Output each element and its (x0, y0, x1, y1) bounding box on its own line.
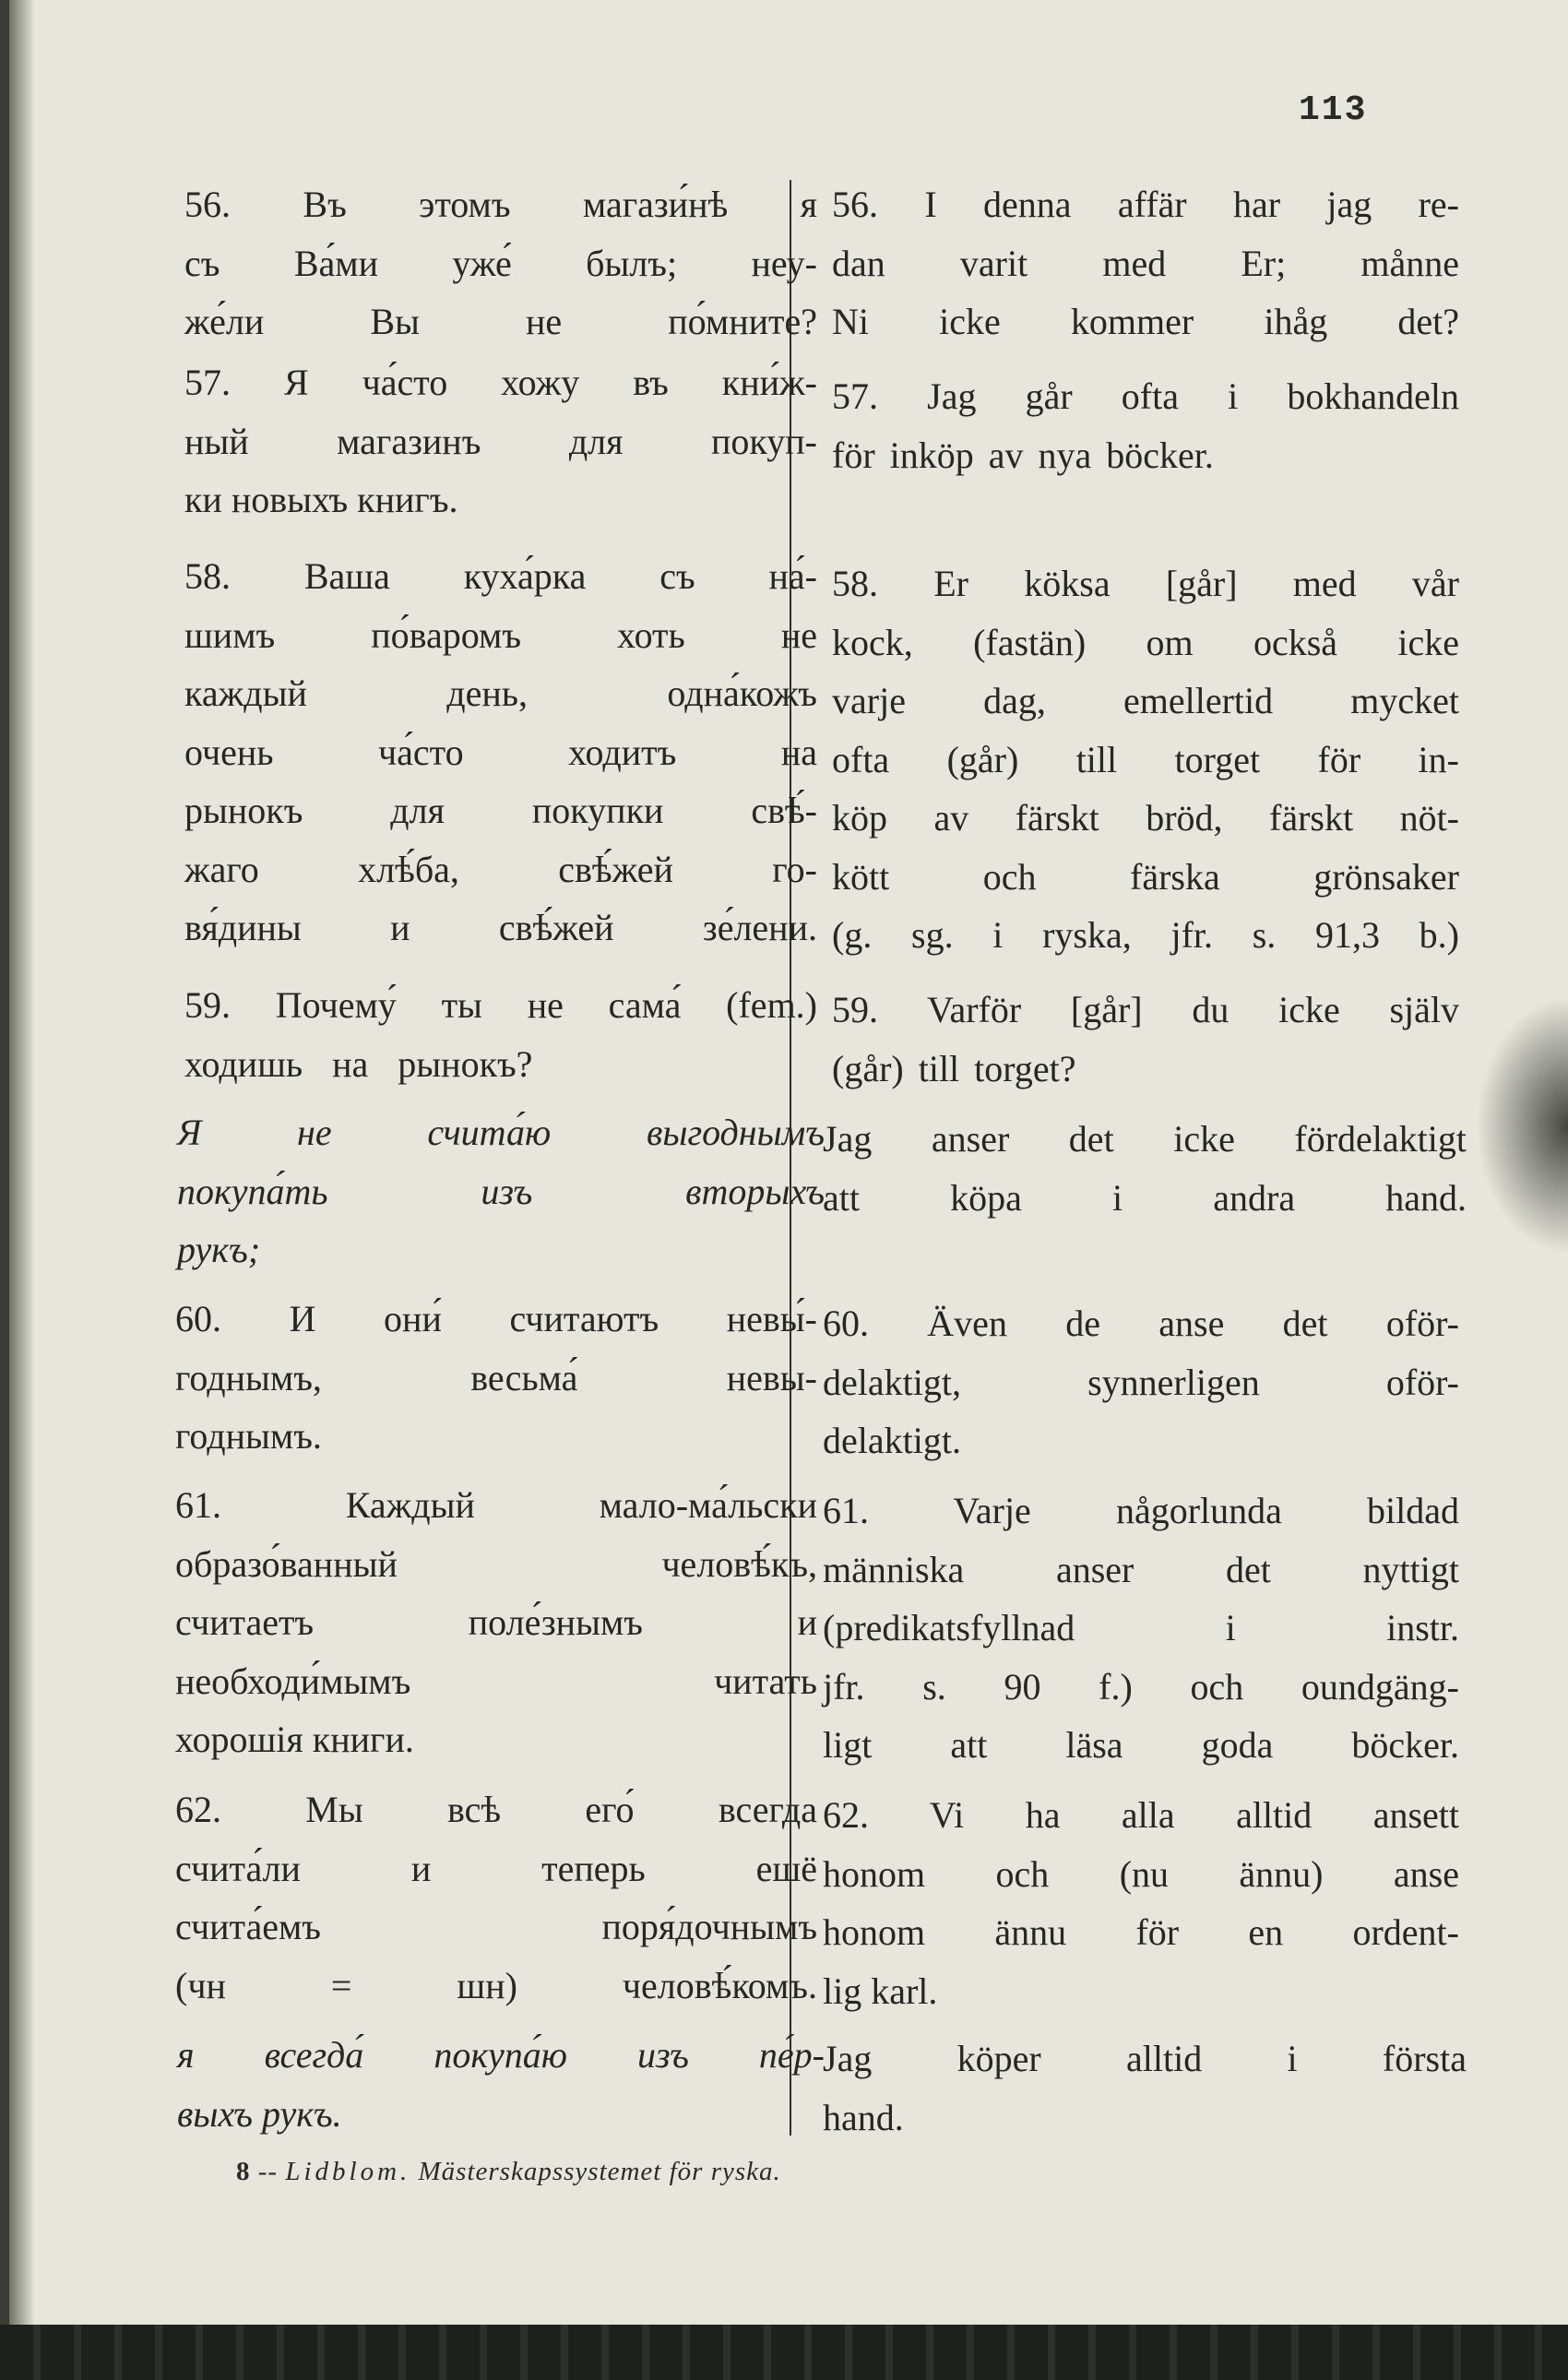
ru-line: образо́ванный человѣ́къ, (175, 1542, 817, 1585)
ru-line: 61. Каждый мало-ма́льски (175, 1484, 817, 1526)
ru-entry-57 (184, 353, 817, 530)
ru-line: 62. Мы всѣ его́ всегда (175, 1789, 817, 1830)
ru-line: ки новыхъ книгъ. (184, 479, 458, 520)
ru-entry-60 (175, 1290, 817, 1466)
ru-line: же́ли Вы не по́мните? (184, 301, 817, 342)
sv-entry-59-answer (823, 1110, 1467, 1227)
footer-author: Lidblom. (285, 2157, 411, 2186)
sv-entry-60 (823, 1294, 1459, 1470)
ru-entry-58 (184, 547, 817, 958)
sv-entry-61 (823, 1482, 1459, 1775)
sv-entry-59 (832, 981, 1459, 1098)
sv-line: honom ännu för en ordent- (823, 1911, 1459, 1953)
sv-entry-62-answer (823, 2029, 1467, 2147)
sv-line: (g. sg. i ryska, jfr. s. 91,3 b.) (832, 914, 1459, 956)
sv-line: delaktigt. (823, 1420, 961, 1461)
page-number: 113 (1299, 90, 1368, 130)
sv-line: Jag köper alltid i första (823, 2038, 1467, 2079)
page-spine-shadow (9, 0, 35, 2325)
ru-line: рукъ; (177, 1229, 261, 1270)
ru-line: каждый день, одна́кожъ (184, 672, 817, 714)
footer-title: Mästerskapssystemet för ryska. (418, 2157, 781, 2186)
ru-line: очень ча́сто ходитъ на (184, 731, 817, 773)
ru-line: вя́дины и свѣ́жей зе́лени. (184, 907, 817, 948)
ru-line: хорошія книги. (175, 1719, 414, 1760)
ru-line: покупа́ть изъ вторыхъ (177, 1170, 825, 1212)
ru-line: жаго хлѣ́ба, свѣ́жей го- (184, 848, 817, 890)
ru-line: 57. Я ча́сто хожу въ кни́ж- (184, 362, 817, 403)
sv-line: honom och (nu ännu) anse (823, 1852, 1459, 1895)
sv-line: lig karl. (823, 1969, 938, 2012)
ru-line: 59. Почему́ ты не сама́ (fem.) (184, 984, 817, 1026)
ru-entry-62-answer (177, 2026, 825, 2143)
ru-entry-61 (175, 1476, 817, 1769)
ru-entry-62 (175, 1780, 817, 2015)
ru-line: считаетъ поле́знымъ и (175, 1601, 817, 1643)
scan-bottom-edge (0, 2325, 1568, 2380)
ru-line: 58. Ваша куха́рка съ на́- (184, 555, 817, 597)
sv-line: 59. Varför [går] du icke själv (832, 989, 1459, 1030)
sv-line: 60. Även de anse det oför- (823, 1303, 1459, 1344)
sv-line: 56. I denna affär har jag re- (832, 184, 1459, 225)
ru-line: съ Ва́ми уже́ былъ; неу- (184, 242, 817, 284)
signature-mark: 8 (236, 2157, 251, 2186)
sv-line: kock, (fastän) om också icke (832, 621, 1459, 663)
sv-line: 57. Jag går ofta i bokhandeln (832, 375, 1459, 417)
ru-line: счита́емъ поря́дочнымъ (175, 1906, 817, 1947)
sv-line: ofta (går) till torget för in- (832, 738, 1459, 780)
sv-line: delaktigt, synnerligen oför- (823, 1361, 1459, 1403)
ru-line: Я не счита́ю выгоднымъ (177, 1112, 825, 1153)
footer-separator: -- (257, 2157, 279, 2186)
ru-entry-56 (184, 175, 817, 351)
sv-line: kött och färska grönsaker (832, 855, 1459, 898)
sv-line: människa anser det nyttigt (823, 1548, 1459, 1590)
sv-line: Ni icke kommer ihåg det? (832, 301, 1459, 342)
ru-line: рынокъ для покупки свѣ́- (184, 790, 817, 831)
sv-line: varje dag, emellertid mycket (832, 680, 1459, 721)
ru-entry-59 (184, 976, 817, 1093)
ru-line: необходи́мымъ читать (175, 1660, 817, 1702)
sv-entry-62 (823, 1786, 1459, 2020)
sv-entry-56 (832, 175, 1459, 351)
ru-line: 56. Въ этомъ магази́нѣ я (184, 184, 817, 225)
sv-line: jfr. s. 90 f.) och oundgäng- (823, 1665, 1459, 1708)
page-edge-shadow (1476, 996, 1568, 1255)
ru-entry-59-answer (177, 1103, 825, 1279)
page-footer (236, 2157, 781, 2187)
sv-line: (går) till torget? (832, 1047, 1076, 1089)
ru-line: я всегда́ покупа́ю изъ пе́р- (177, 2034, 825, 2076)
sv-line: (predikatsfyllnad i instr. (823, 1607, 1459, 1648)
sv-line: 61. Varje någorlunda bildad (823, 1490, 1459, 1531)
ru-line: ходишь на рынокъ? (184, 1042, 533, 1085)
ru-line: счита́ли и теперь ешё (175, 1847, 817, 1889)
sv-line: 62. Vi ha alla alltid ansett (823, 1794, 1459, 1836)
sv-line: 58. Er köksa [går] med vår (832, 563, 1459, 604)
ru-line: шимъ по́варомъ хоть не (184, 613, 817, 656)
sv-line: för inköp av nya böcker. (832, 434, 1214, 476)
ru-line: годнымъ, весьма́ невы- (175, 1356, 817, 1398)
sv-line: ligt att läsa goda böcker. (823, 1724, 1459, 1766)
ru-line: годнымъ. (175, 1415, 322, 1457)
sv-line: att köpa i andra hand. (823, 1176, 1467, 1219)
sv-entry-57 (832, 367, 1459, 484)
book-page (9, 0, 1568, 2325)
ru-line: ный магазинъ для покуп- (184, 420, 817, 462)
sv-line: Jag anser det icke fördelaktigt (823, 1118, 1467, 1160)
sv-line: dan varit med Er; månne (832, 242, 1459, 284)
ru-line: выхъ рукъ. (177, 2092, 342, 2135)
ru-line: (чн = шн) человѣ́комъ. (175, 1964, 817, 2006)
sv-line: köp av färskt bröd, färskt nöt- (832, 797, 1459, 839)
sv-line: hand. (823, 2096, 904, 2138)
sv-entry-58 (832, 554, 1459, 965)
ru-line: 60. И они́ считаютъ невы́- (175, 1298, 817, 1339)
